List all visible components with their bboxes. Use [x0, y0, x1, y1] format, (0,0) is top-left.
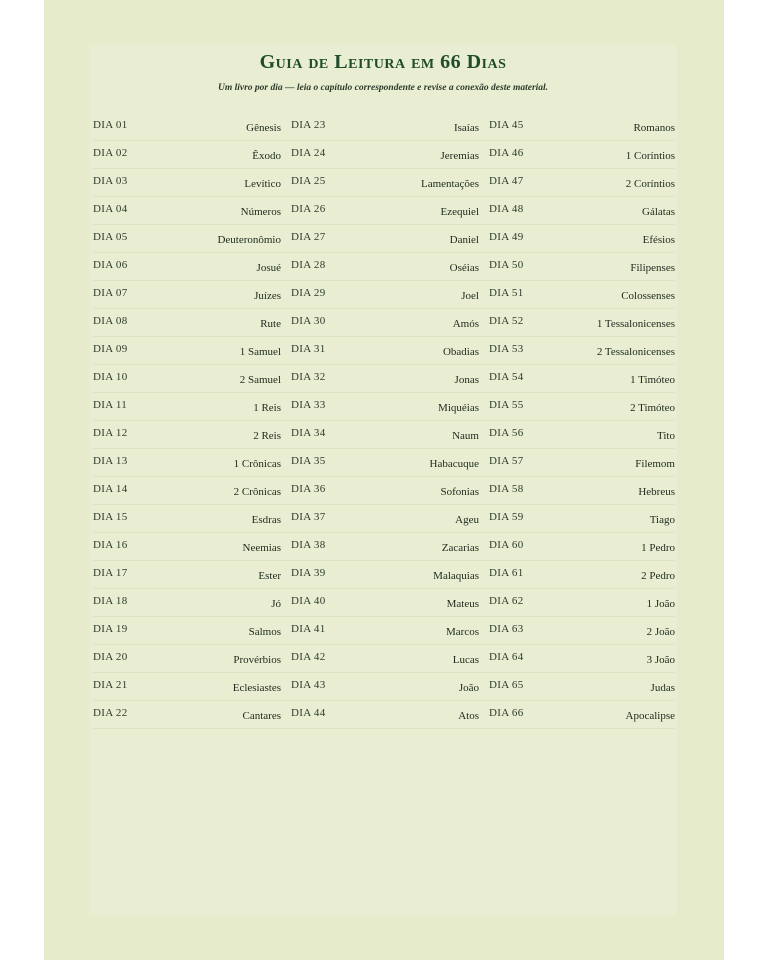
day-label: DIA 49 [489, 231, 524, 243]
book-name: Isaías [453, 122, 479, 134]
page-title: Guia de Leitura em 66 Dias [259, 51, 507, 73]
book-name: Amós [452, 318, 479, 330]
day-label: DIA 55 [489, 399, 524, 411]
schedule-row [291, 141, 489, 169]
book-name: 2 Coríntios [625, 178, 675, 190]
book-name: Ester [258, 570, 281, 582]
book-name: Daniel [449, 234, 479, 246]
book-name: 1 João [646, 598, 675, 610]
day-label: DIA 10 [93, 371, 128, 383]
book-name: Filipenses [630, 262, 675, 274]
reading-schedule [93, 113, 675, 729]
book-name: Atos [458, 710, 479, 722]
schedule-row [489, 561, 675, 589]
day-label: DIA 23 [291, 119, 326, 131]
schedule-row [291, 701, 489, 729]
book-name: 2 Timóteo [630, 402, 675, 414]
day-label: DIA 45 [489, 119, 524, 131]
day-label: DIA 11 [93, 399, 128, 411]
schedule-row [93, 701, 291, 729]
book-name: Jó [271, 598, 281, 610]
schedule-row [93, 393, 291, 421]
day-label: DIA 48 [489, 203, 524, 215]
day-label: DIA 37 [291, 511, 326, 523]
day-label: DIA 58 [489, 483, 524, 495]
day-label: DIA 42 [291, 651, 326, 663]
schedule-row [291, 393, 489, 421]
schedule-row [93, 505, 291, 533]
schedule-row [489, 197, 675, 225]
book-name: Efésios [642, 234, 675, 246]
book-name: 2 Pedro [641, 570, 675, 582]
book-name: Rute [260, 318, 281, 330]
schedule-row [291, 253, 489, 281]
schedule-row [489, 645, 675, 673]
day-label: DIA 29 [291, 287, 326, 299]
schedule-row [291, 421, 489, 449]
schedule-column-3 [489, 113, 675, 729]
schedule-row [489, 673, 675, 701]
schedule-row [291, 309, 489, 337]
schedule-row [93, 169, 291, 197]
day-label: DIA 13 [93, 455, 128, 467]
schedule-row [93, 225, 291, 253]
schedule-row [489, 113, 675, 141]
schedule-row [93, 365, 291, 393]
schedule-column-1 [93, 113, 291, 729]
schedule-row [291, 477, 489, 505]
book-name: Esdras [251, 514, 281, 526]
schedule-row [93, 561, 291, 589]
schedule-row [93, 141, 291, 169]
schedule-row [291, 645, 489, 673]
book-name: Josué [256, 262, 281, 274]
day-label: DIA 01 [93, 119, 128, 131]
book-name: Eclesiastes [232, 682, 281, 694]
page-subtitle: Um livro por dia — leia o capítulo correspondente e revise a conexão deste material. [217, 83, 549, 93]
book-name: Números [240, 206, 281, 218]
day-label: DIA 54 [489, 371, 524, 383]
schedule-row [93, 533, 291, 561]
book-name: Sofonias [440, 486, 479, 498]
day-label: DIA 43 [291, 679, 326, 691]
book-name: Salmos [248, 626, 281, 638]
book-name: Tiago [649, 514, 675, 526]
book-name: Colossenses [621, 290, 675, 302]
book-name: 1 Reis [253, 402, 281, 414]
schedule-row [489, 393, 675, 421]
book-name: Tito [657, 430, 675, 442]
book-name: Neemias [242, 542, 281, 554]
day-label: DIA 18 [93, 595, 128, 607]
day-label: DIA 12 [93, 427, 128, 439]
book-name: Provérbios [233, 654, 281, 666]
day-label: DIA 24 [291, 147, 326, 159]
schedule-row [93, 477, 291, 505]
day-label: DIA 65 [489, 679, 524, 691]
schedule-row [489, 533, 675, 561]
schedule-row [489, 337, 675, 365]
book-name: 1 Coríntios [625, 150, 675, 162]
day-label: DIA 30 [291, 315, 326, 327]
book-name: Cantares [242, 710, 281, 722]
schedule-row [93, 253, 291, 281]
schedule-row [489, 365, 675, 393]
book-name: 1 Samuel [239, 346, 281, 358]
day-label: DIA 32 [291, 371, 326, 383]
schedule-row [93, 589, 291, 617]
day-label: DIA 02 [93, 147, 128, 159]
schedule-row [93, 337, 291, 365]
schedule-row [93, 113, 291, 141]
schedule-row [93, 197, 291, 225]
book-name: Zacarias [441, 542, 479, 554]
day-label: DIA 60 [489, 539, 524, 551]
schedule-row [489, 141, 675, 169]
schedule-row [93, 617, 291, 645]
day-label: DIA 04 [93, 203, 128, 215]
schedule-row [93, 449, 291, 477]
schedule-row [291, 617, 489, 645]
day-label: DIA 20 [93, 651, 128, 663]
day-label: DIA 09 [93, 343, 128, 355]
book-name: Judas [650, 682, 675, 694]
schedule-row [489, 617, 675, 645]
day-label: DIA 66 [489, 707, 524, 719]
schedule-row [291, 505, 489, 533]
day-label: DIA 56 [489, 427, 524, 439]
book-name: Juízes [254, 290, 281, 302]
day-label: DIA 57 [489, 455, 524, 467]
day-label: DIA 07 [93, 287, 128, 299]
book-name: Marcos [446, 626, 479, 638]
day-label: DIA 05 [93, 231, 128, 243]
schedule-row [489, 169, 675, 197]
schedule-row [489, 589, 675, 617]
schedule-row [291, 589, 489, 617]
schedule-row [291, 225, 489, 253]
book-name: Lucas [452, 654, 479, 666]
day-label: DIA 53 [489, 343, 524, 355]
day-label: DIA 27 [291, 231, 326, 243]
book-name: 2 Crônicas [233, 486, 281, 498]
book-name: Lamentações [420, 178, 479, 190]
day-label: DIA 39 [291, 567, 326, 579]
schedule-row [93, 309, 291, 337]
schedule-row [291, 281, 489, 309]
day-label: DIA 25 [291, 175, 326, 187]
book-name: 1 Timóteo [630, 374, 675, 386]
schedule-row [489, 421, 675, 449]
schedule-row [291, 449, 489, 477]
day-label: DIA 38 [291, 539, 326, 551]
book-name: 1 Tessalonicenses [596, 318, 675, 330]
schedule-row [93, 673, 291, 701]
day-label: DIA 17 [93, 567, 128, 579]
schedule-row [489, 505, 675, 533]
book-name: Habacuque [429, 458, 479, 470]
book-name: Oséias [449, 262, 479, 274]
day-label: DIA 63 [489, 623, 524, 635]
schedule-row [489, 225, 675, 253]
reading-guide-panel [89, 45, 677, 915]
day-label: DIA 26 [291, 203, 326, 215]
schedule-row [489, 449, 675, 477]
day-label: DIA 64 [489, 651, 524, 663]
day-label: DIA 28 [291, 259, 326, 271]
book-name: Hebreus [638, 486, 675, 498]
day-label: DIA 41 [291, 623, 326, 635]
book-name: Mateus [446, 598, 479, 610]
book-name: Obadias [442, 346, 479, 358]
day-label: DIA 51 [489, 287, 524, 299]
schedule-row [489, 701, 675, 729]
book-name: Joel [461, 290, 479, 302]
book-name: Deuteronômio [217, 234, 281, 246]
book-name: João [458, 682, 479, 694]
book-name: Levítico [244, 178, 281, 190]
book-name: 2 Samuel [239, 374, 281, 386]
book-name: Jonas [454, 374, 479, 386]
day-label: DIA 22 [93, 707, 128, 719]
day-label: DIA 19 [93, 623, 128, 635]
schedule-row [489, 309, 675, 337]
schedule-row [291, 365, 489, 393]
day-label: DIA 47 [489, 175, 524, 187]
book-name: Malaquias [433, 570, 479, 582]
day-label: DIA 31 [291, 343, 326, 355]
day-label: DIA 35 [291, 455, 326, 467]
day-label: DIA 15 [93, 511, 128, 523]
schedule-row [489, 281, 675, 309]
day-label: DIA 50 [489, 259, 524, 271]
schedule-row [291, 113, 489, 141]
book-name: 2 Reis [253, 430, 281, 442]
document-page [44, 0, 724, 960]
day-label: DIA 52 [489, 315, 524, 327]
schedule-row [93, 281, 291, 309]
book-name: 1 Pedro [641, 542, 675, 554]
schedule-row [93, 421, 291, 449]
day-label: DIA 16 [93, 539, 128, 551]
book-name: 1 Crônicas [233, 458, 281, 470]
book-name: Naum [452, 430, 479, 442]
book-name: Apocalipse [625, 710, 675, 722]
book-name: Miquéias [438, 402, 479, 414]
book-name: 2 João [646, 626, 675, 638]
day-label: DIA 21 [93, 679, 128, 691]
schedule-row [291, 337, 489, 365]
book-name: 3 João [646, 654, 675, 666]
day-label: DIA 06 [93, 259, 128, 271]
schedule-row [291, 533, 489, 561]
day-label: DIA 36 [291, 483, 326, 495]
book-name: 2 Tessalonicenses [596, 346, 675, 358]
day-label: DIA 34 [291, 427, 326, 439]
book-name: Romanos [633, 122, 675, 134]
schedule-row [489, 253, 675, 281]
schedule-row [291, 197, 489, 225]
day-label: DIA 46 [489, 147, 524, 159]
book-name: Êxodo [252, 150, 281, 162]
schedule-row [291, 169, 489, 197]
schedule-column-2 [291, 113, 489, 729]
day-label: DIA 03 [93, 175, 128, 187]
day-label: DIA 44 [291, 707, 326, 719]
day-label: DIA 59 [489, 511, 524, 523]
day-label: DIA 14 [93, 483, 128, 495]
schedule-row [291, 673, 489, 701]
day-label: DIA 33 [291, 399, 326, 411]
book-name: Ezequiel [440, 206, 479, 218]
day-label: DIA 62 [489, 595, 524, 607]
book-name: Gálatas [642, 206, 675, 218]
day-label: DIA 61 [489, 567, 524, 579]
schedule-row [291, 561, 489, 589]
book-name: Jeremias [440, 150, 479, 162]
book-name: Filemom [635, 458, 675, 470]
book-name: Ageu [455, 514, 479, 526]
schedule-row [489, 477, 675, 505]
book-name: Gênesis [246, 122, 281, 134]
schedule-row [93, 645, 291, 673]
day-label: DIA 40 [291, 595, 326, 607]
day-label: DIA 08 [93, 315, 128, 327]
